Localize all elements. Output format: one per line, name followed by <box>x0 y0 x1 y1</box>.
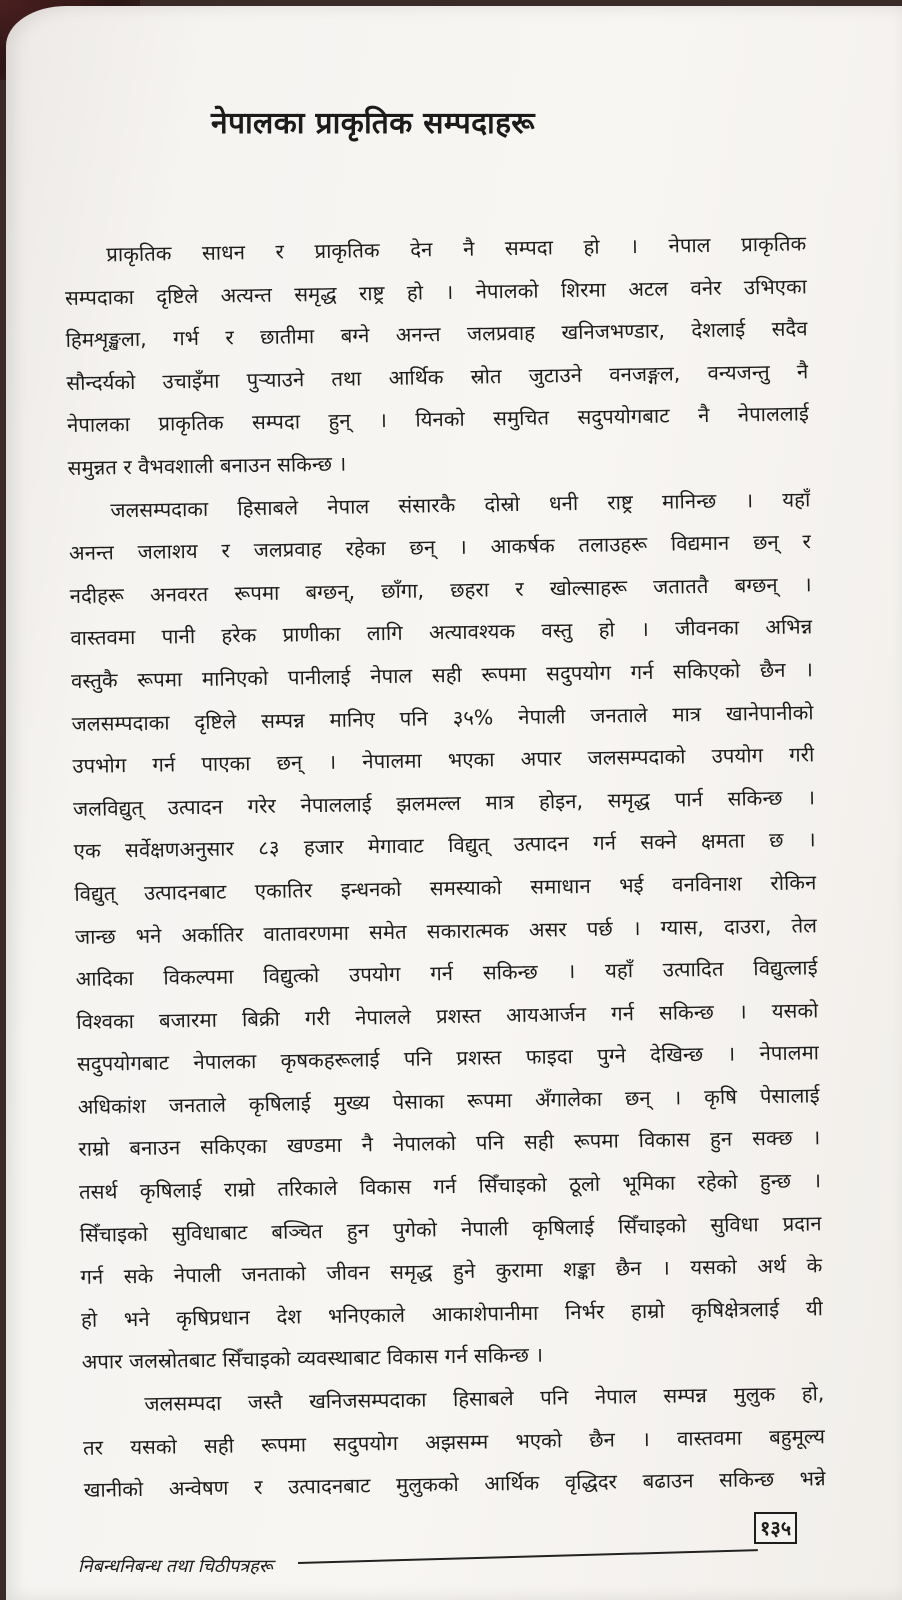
paragraph-2-line-10: विद्युत् उत्पादनबाट एकातिर इन्धनको समस्याको समाधान भई वनविनाश रोकिन <box>74 870 817 906</box>
paragraph-2-line-20: हो भने कृषिप्रधान देश भनिएकाले आकाशेपानीमा निर्भर हाम्रो कृषिक्षेत्रलाई यी <box>80 1296 824 1332</box>
paragraph-3-line-1: जलसम्पदा जस्तै खनिजसम्पदाका हिसाबले पनि नेपाल सम्पन्न मुलुक हो, <box>144 1381 825 1416</box>
footer-rule <box>298 1549 758 1564</box>
footer-book-title: निबन्धनिबन्ध तथा चिठीपत्रहरू <box>78 1556 273 1577</box>
paragraph-2-line-7: उपभोग गर्न पाएका छन् । नेपालमा भएका अपार जलसम्पदाको उपयोग गरी <box>72 742 815 779</box>
paragraph-1-line-1: प्राकृतिक साधन र प्राकृतिक देन नै सम्पदा हो । नेपाल प्राकृतिक <box>106 231 807 267</box>
paragraph-2-line-17: तसर्थ कृषिलाई राम्रो तरिकाले विकास गर्न सिँचाइको ठूलो भूमिका रहेको हुन्छ । <box>78 1168 822 1204</box>
paragraph-2-line-21: अपार जलस्रोतबाट सिँचाइको व्यवस्थाबाट विकास गर्न सकिन्छ । <box>81 1343 544 1375</box>
paragraph-1-line-4: सौन्दर्यको उचाइँमा पुऱ्याउने तथा आर्थिक स्रोत जुटाउने वनजङ्गल, वन्यजन्तु नै <box>66 359 809 395</box>
paragraph-2-line-9: एक सर्वेक्षणअनुसार ८३ हजार मेगावाट विद्युत् उत्पादन गर्न सक्ने क्षमता छ । <box>73 827 816 864</box>
paragraph-2-line-1: जलसम्पदाका हिसाबले नेपाल संसारकै दोस्रो धनी राष्ट्र मानिन्छ । यहाँ <box>110 486 811 522</box>
paragraph-2-line-19: गर्न सके नेपाली जनताको जीवन समृद्ध हुने कुरामा शङ्का छैन । यसको अर्थ के <box>80 1253 823 1290</box>
paragraph-2-line-6: जलसम्पदाका दृष्टिले सम्पन्न मानिए पनि ३५% नेपाली जनताले मात्र खानेपानीको <box>71 699 814 736</box>
paragraph-2-line-16: राम्रो बनाउन सकिएका खण्डमा नै नेपालको पनि सही रूपमा विकास हुन सक्छ । <box>78 1125 821 1162</box>
paragraph-3-line-3: खानीको अन्वेषण र उत्पादनबाट मुलुकको आर्थिक वृद्धिदर बढाउन सकिन्छ भन्ने <box>83 1466 826 1503</box>
paragraph-2-line-18: सिँचाइको सुविधाबाट बञ्चित हुन पुगेको नेपाली कृषिलाई सिँचाइको सुविधा प्रदान <box>79 1210 822 1247</box>
body-text <box>64 222 826 1511</box>
paragraph-2-line-14: सदुपयोगबाट नेपालका कृषकहरूलाई पनि प्रशस्त फाइदा पुग्ने देखिन्छ । नेपालमा <box>76 1040 820 1077</box>
paragraph-2-line-2: अनन्त जलाशय र जलप्रवाह रहेका छन् । आकर्षक तलाउहरू विद्यमान छन् र <box>68 529 812 566</box>
paragraph-2-line-15: अधिकांश जनताले कृषिलाई मुख्य पेसाका रूपमा अँगालेका छन् । कृषि पेसालाई <box>77 1083 820 1119</box>
paragraph-2-line-12: आदिका विकल्पमा विद्युत्को उपयोग गर्न सकिन्छ । यहाँ उत्पादित विद्युत्लाई <box>75 955 818 992</box>
page-title: नेपालका प्राकृतिक सम्पदाहरू <box>211 106 535 141</box>
paragraph-1-line-6: समुन्नत र वैभवशाली बनाउन सकिन्छ । <box>67 451 347 480</box>
paragraph-2-line-4: वास्तवमा पानी हरेक प्राणीका लागि अत्यावश्यक वस्तु हो । जीवनका अभिन्न <box>70 614 813 651</box>
paragraph-2-line-13: विश्वका बजारमा बिक्री गरी नेपालले प्रशस्त आयआर्जन गर्न सकिन्छ । यसको <box>76 997 819 1034</box>
paragraph-2-line-5: वस्तुकै रूपमा मानिएको पानीलाई नेपाल सही रूपमा सदुपयोग गर्न सकिएको छैन । <box>70 657 814 693</box>
book-page <box>6 6 902 1600</box>
paragraph-1-line-5: नेपालका प्राकृतिक सम्पदा हुन् । यिनको समुचित सदुपयोगबाट नै नेपाललाई <box>66 401 810 438</box>
paragraph-2-line-11: जान्छ भने अर्कातिर वातावरणमा समेत सकारात्मक असर पर्छ । ग्यास, दाउरा, तेल <box>74 912 818 949</box>
paragraph-3-line-2: तर यसको सही रूपमा सदुपयोग अझसम्म भएको छैन । वास्तवमा बहुमूल्य <box>82 1423 826 1460</box>
paragraph-1-line-2: सम्पदाका दृष्टिले अत्यन्त समृद्ध राष्ट्र हो । नेपालको शिरमा अटल वनेर उभिएका <box>64 273 808 310</box>
paragraph-2-line-8: जलविद्युत् उत्पादन गरेर नेपाललाई झलमल्ल मात्र होइन, समृद्ध पार्न सकिन्छ । <box>72 784 816 821</box>
paragraph-2-line-3: नदीहरू अनवरत रूपमा बग्छन्, छाँगा, छहरा र खोल्साहरू जताततै बग्छन् । <box>69 572 812 608</box>
page-number: १३५ <box>754 1512 797 1544</box>
paragraph-1-line-3: हिमशृङ्खला, गर्भ र छातीमा बग्ने अनन्त जलप्रवाह खनिजभण्डार, देशलाई सदैव <box>65 316 808 353</box>
